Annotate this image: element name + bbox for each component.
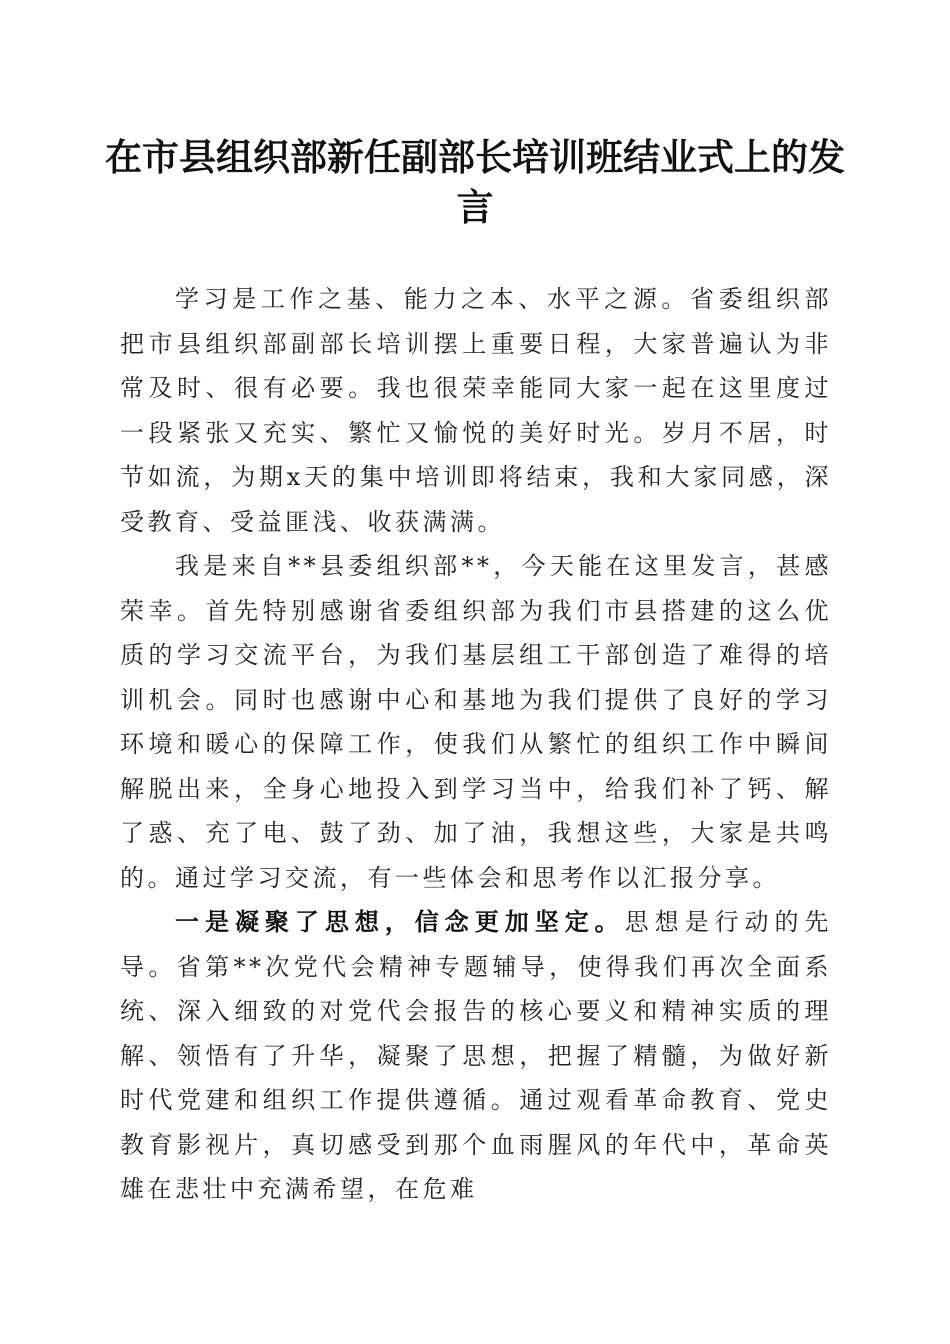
paragraph-lead-heading: 一是凝聚了思想，信念更加坚定。 [175, 907, 625, 936]
paragraph-text: 学习是工作之基、能力之本、水平之源。省委组织部把市县组织部副部长培训摆上重要日程，大家普遍认为非常及时、很有必要。我也很荣幸能同大家一起在这里度过一段紧张又充实、繁忙又愉悦的美好时光。岁月不居，时节如流，为期x天的集中培训即将结束，我和大家同感，深受教育、受益匪浅、收获满满。 [120, 285, 832, 536]
document-body [120, 277, 832, 1212]
paragraph-text: 思想是行动的先导。省第**次党代会精神专题辅导，使得我们再次全面系统、深入细致的对党代会报告的核心要义和精神实质的理解、领悟有了升华，凝聚了思想，把握了精髓，为做好新时代党建和组织工作提供遵循。通过观看革命教育、党史教育影视片，真切感受到那个血雨腥风的年代中，革命英雄在悲壮中充满希望，在危难 [120, 908, 833, 1203]
paragraph-point-one [120, 900, 832, 1212]
paragraph-self-introduction [120, 544, 832, 900]
document-title: 在市县组织部新任副部长培训班结业式上的发言 [105, 135, 845, 229]
paragraph-text: 我是来自**县委组织部**，今天能在这里发言，甚感荣幸。首先特别感谢省委组织部为我们市县搭建的这么优质的学习交流平台，为我们基层组工干部创造了难得的培训机会。同时也感谢中心和基地为我们提供了良好的学习环境和暖心的保障工作，使我们从繁忙的组织工作中瞬间解脱出来，全身心地投入到学习当中，给我们补了钙、解了惑、充了电、鼓了劲、加了油，我想这些，大家是共鸣的。通过学习交流，有一些体会和思考作以汇报分享。 [120, 552, 832, 892]
paragraph-intro [120, 277, 832, 544]
